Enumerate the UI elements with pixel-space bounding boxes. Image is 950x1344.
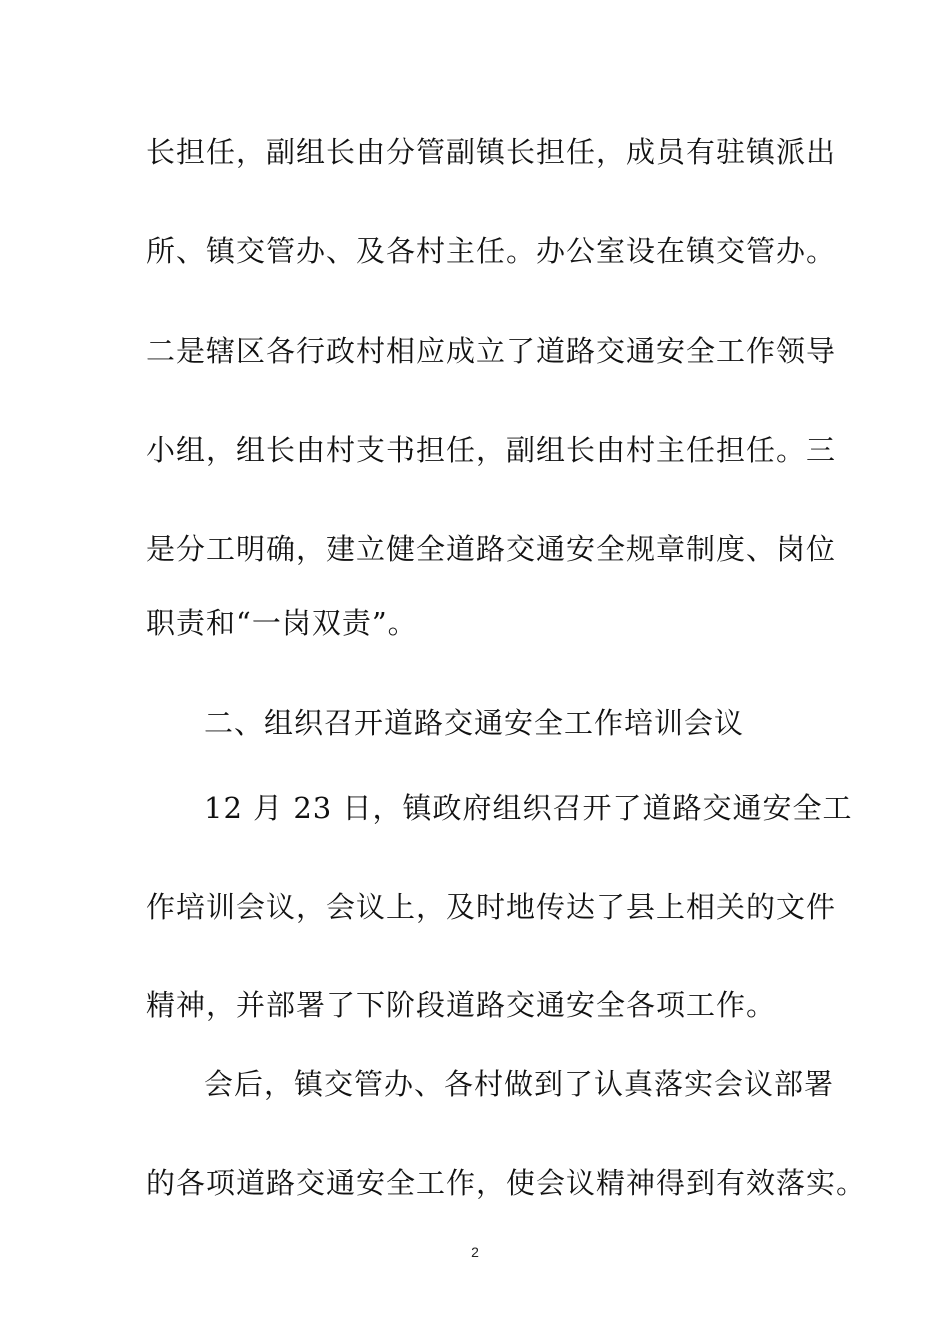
section-heading: 二、组织召开道路交通安全工作培训会议 — [204, 706, 745, 740]
body-text-line: 作培训会议，会议上，及时地传达了县上相关的文件 — [146, 890, 837, 924]
body-text-line: 小组，组长由村支书担任，副组长由村主任担任。三 — [146, 433, 837, 467]
body-text-line: 是分工明确，建立健全道路交通安全规章制度、岗位 — [146, 532, 837, 566]
page-number: 2 — [471, 1244, 479, 1260]
body-text-line: 的各项道路交通安全工作，使会议精神得到有效落实。 — [146, 1166, 867, 1200]
body-text-line: 二是辖区各行政村相应成立了道路交通安全工作领导 — [146, 334, 837, 368]
body-text-line: 长担任，副组长由分管副镇长担任，成员有驻镇派出 — [146, 135, 837, 169]
body-text-line: 精神，并部署了下阶段道路交通安全各项工作。 — [146, 988, 777, 1022]
paragraph-first-line: 会后，镇交管办、各村做到了认真落实会议部署 — [204, 1067, 835, 1101]
body-text-line: 职责和“一岗双责”。 — [146, 606, 418, 640]
body-text-line: 所、镇交管办、及各村主任。办公室设在镇交管办。 — [146, 234, 837, 268]
paragraph-first-line: 12 月 23 日，镇政府组织召开了道路交通安全工 — [204, 791, 853, 825]
